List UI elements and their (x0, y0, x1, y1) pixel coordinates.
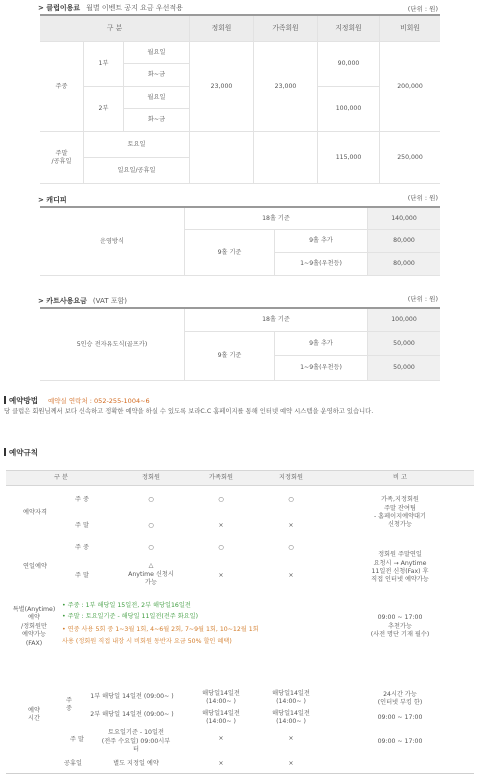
consecutive-weekend-family: × (218, 571, 224, 579)
header-regular: 정회원 (190, 16, 254, 42)
time-holiday-label: 공휴일 (64, 759, 82, 767)
time-part2-family: 해당일14일전 (14:00~ ) (202, 709, 240, 725)
cart-add9-label: 9홀 추가 (275, 332, 368, 356)
tue-fri-label: 화~금 (124, 64, 190, 87)
time-holiday-designated: × (288, 759, 294, 767)
heading-bar-icon (4, 448, 6, 456)
reservation-contact: 예약실 연락처 : 052-255-1004~6 (47, 397, 150, 405)
rules-header-note: 비 고 (326, 470, 474, 486)
qualify-weekend-designated: × (288, 521, 294, 529)
rules-bottom-divider (6, 773, 474, 774)
consecutive-weekday: 주 중 (75, 543, 89, 551)
caddie-18-label: 18홀 기준 (185, 208, 368, 230)
time-part1-designated: 해당일14일전 (14:00~ ) (272, 689, 310, 705)
greens-fee-unit: (단위 : 원) (407, 5, 438, 13)
qualify-note: 가족,지정회원 주말 잔여팀 - 홈페이지예약대기 신청가능 (373, 496, 427, 529)
sun-holiday-label: 일요일/공휴일 (84, 158, 190, 184)
rules-table (6, 470, 474, 775)
caddie-9-label: 9홀 기준 (185, 230, 275, 276)
monday-label: 월요일 (124, 42, 190, 64)
monday-label-2: 월요일 (124, 87, 190, 109)
cart-method: 5인승 전자유도식(골프카) (40, 309, 185, 381)
qualify-weekday-designated: ○ (288, 495, 294, 503)
weekend-family-empty (254, 132, 318, 184)
header-family: 가족회원 (254, 16, 318, 42)
qualify-weekday: 주 중 (75, 495, 89, 503)
time-part1-family: 해당일14일전 (14:00~ ) (202, 689, 240, 705)
part2-label: 2부 (84, 87, 124, 132)
time-label: 예약 시간 (28, 706, 40, 722)
consecutive-weekend-designated: × (288, 571, 294, 579)
header-designated: 지정회원 (318, 16, 380, 42)
caddie-title: > 캐디피 (38, 196, 67, 204)
time-weekday-label: 주 중 (66, 696, 72, 712)
regular-price: 23,000 (190, 42, 254, 132)
qualify-weekend-regular: ○ (148, 521, 154, 529)
time-weekend-label: 주 말 (70, 735, 84, 743)
cart-9-label: 9홀 기준 (185, 332, 275, 381)
tue-fri-label-2: 화~금 (124, 109, 190, 132)
time-part2: 2부 해당일 14일전 (09:00~ ) (90, 710, 174, 718)
time-weekend-note: 09:00 ~ 17:00 (377, 737, 423, 745)
reservation-text: 당 클럽은 회원님께서 보다 신속하고 정확한 예약을 하실 수 있도록 보라C.C 홈페이지를 통해 인터넷 예약 시스템을 운영하고 있습니다. (4, 408, 374, 415)
consecutive-weekday-regular: ○ (148, 543, 154, 551)
greens-fee-table (40, 14, 440, 184)
reservation-heading: 예약방법 예약실 연락처 : 052-255-1004~6 (4, 395, 150, 406)
part1-label: 1부 (84, 42, 124, 87)
time-holiday-family: × (218, 759, 224, 767)
cart-add9-price: 50,000 (368, 332, 440, 356)
cart-1-9-price: 50,000 (368, 356, 440, 381)
part2-designated-price: 100,000 (318, 87, 380, 132)
time-weekend-designated: × (288, 734, 294, 742)
time-weekday-note-2: 09:00 ~ 17:00 (377, 713, 423, 721)
special-line-1: • 주중 : 1부 해당일 15일전, 2부 해당일16일전 (62, 601, 191, 609)
consecutive-weekday-family: ○ (218, 543, 224, 551)
caddie-table (40, 206, 440, 276)
weekend-nonmember-price: 250,000 (380, 132, 440, 184)
weekend-regular-empty (190, 132, 254, 184)
weekday-nonmember-price: 200,000 (380, 42, 440, 132)
part1-designated-price: 90,000 (318, 42, 380, 87)
caddie-18-price: 140,000 (368, 208, 440, 230)
time-weekday-note-1: 24시간 가능 (인터넷 부킹 한) (377, 690, 423, 706)
consecutive-weekend: 주 말 (75, 571, 89, 579)
caddie-1-9-price: 80,000 (368, 253, 440, 276)
rules-header-family: 가족회원 (186, 470, 256, 486)
time-holiday: 별도 지정일 예약 (113, 759, 159, 767)
special-label: 특별(Anytime) 예약 /정회원만 예약가능 (FAX) (12, 606, 56, 647)
time-saturday: 토요일기준 - 10일전 (전주 수요일) 09:00시부 터 (101, 729, 171, 754)
caddie-add9-price: 80,000 (368, 230, 440, 253)
cart-table (40, 307, 440, 381)
time-part2-designated: 해당일14일전 (14:00~ ) (272, 709, 310, 725)
weekday-label: 주중 (40, 42, 84, 132)
consecutive-label: 연일예약 (23, 562, 47, 570)
qualify-label: 예약자격 (23, 508, 47, 516)
cart-18-label: 18홀 기준 (185, 309, 368, 332)
special-line-3: • 연중 사용 5회 중 1~3월 1회, 4~6월 2회, 7~9월 1회, 10~12월 1회 (62, 625, 259, 633)
rules-header-regular: 정회원 (116, 470, 186, 486)
consecutive-note: 정회원 주말연일 요청시 → Anytime 11일전 신청(Fax) 후 직접 인터넷 예약가능 (371, 551, 429, 584)
special-note: 09:00 ~ 17:00 추천가능 (사전 명단 기재 필수) (370, 614, 430, 639)
weekend-label: 주말 /공휴일 (40, 132, 84, 184)
header-category: 구 분 (40, 16, 190, 42)
special-line-4: 사용 (정회원 직접 내장 시 비회원 동반자 요금 50% 할인 혜택) (62, 637, 232, 645)
qualify-weekday-family: ○ (218, 495, 224, 503)
caddie-unit: (단위 : 원) (407, 194, 438, 202)
cart-18-price: 100,000 (368, 309, 440, 332)
family-price: 23,000 (254, 42, 318, 132)
heading-bar-icon (4, 396, 6, 404)
caddie-1-9-label: 1~9홀(우천등) (275, 253, 368, 276)
cart-1-9-label: 1~9홀(우천등) (275, 356, 368, 381)
consecutive-weekend-regular: △ Anytime 신청시 가능 (128, 562, 174, 587)
rules-header-designated: 지정회원 (256, 470, 326, 486)
greens-fee-title: > 클럽이용료 월별 이벤트 공지 요금 우선적용 (38, 4, 183, 12)
cart-unit: (단위 : 원) (407, 295, 438, 303)
time-part1: 1부 해당일 14일전 (09:00~ ) (90, 692, 174, 700)
qualify-weekend-family: × (218, 521, 224, 529)
rules-header-category: 구 분 (6, 470, 116, 486)
cart-title: > 카트사용요금 (VAT 포함) (38, 297, 127, 305)
saturday-label: 토요일 (84, 132, 190, 158)
caddie-method: 운영방식 (40, 208, 185, 276)
qualify-weekend: 주 말 (75, 521, 89, 529)
caddie-add9-label: 9홀 추가 (275, 230, 368, 253)
qualify-weekday-regular: ○ (148, 495, 154, 503)
header-nonmember: 비회원 (380, 16, 440, 42)
weekend-designated-price: 115,000 (318, 132, 380, 184)
rules-heading: 예약규칙 (4, 447, 38, 458)
special-line-2: • 주말 : 토요일기준 - 해당일 11일전(전주 화요일) (62, 612, 199, 620)
consecutive-weekday-designated: ○ (288, 543, 294, 551)
time-weekend-family: × (218, 734, 224, 742)
